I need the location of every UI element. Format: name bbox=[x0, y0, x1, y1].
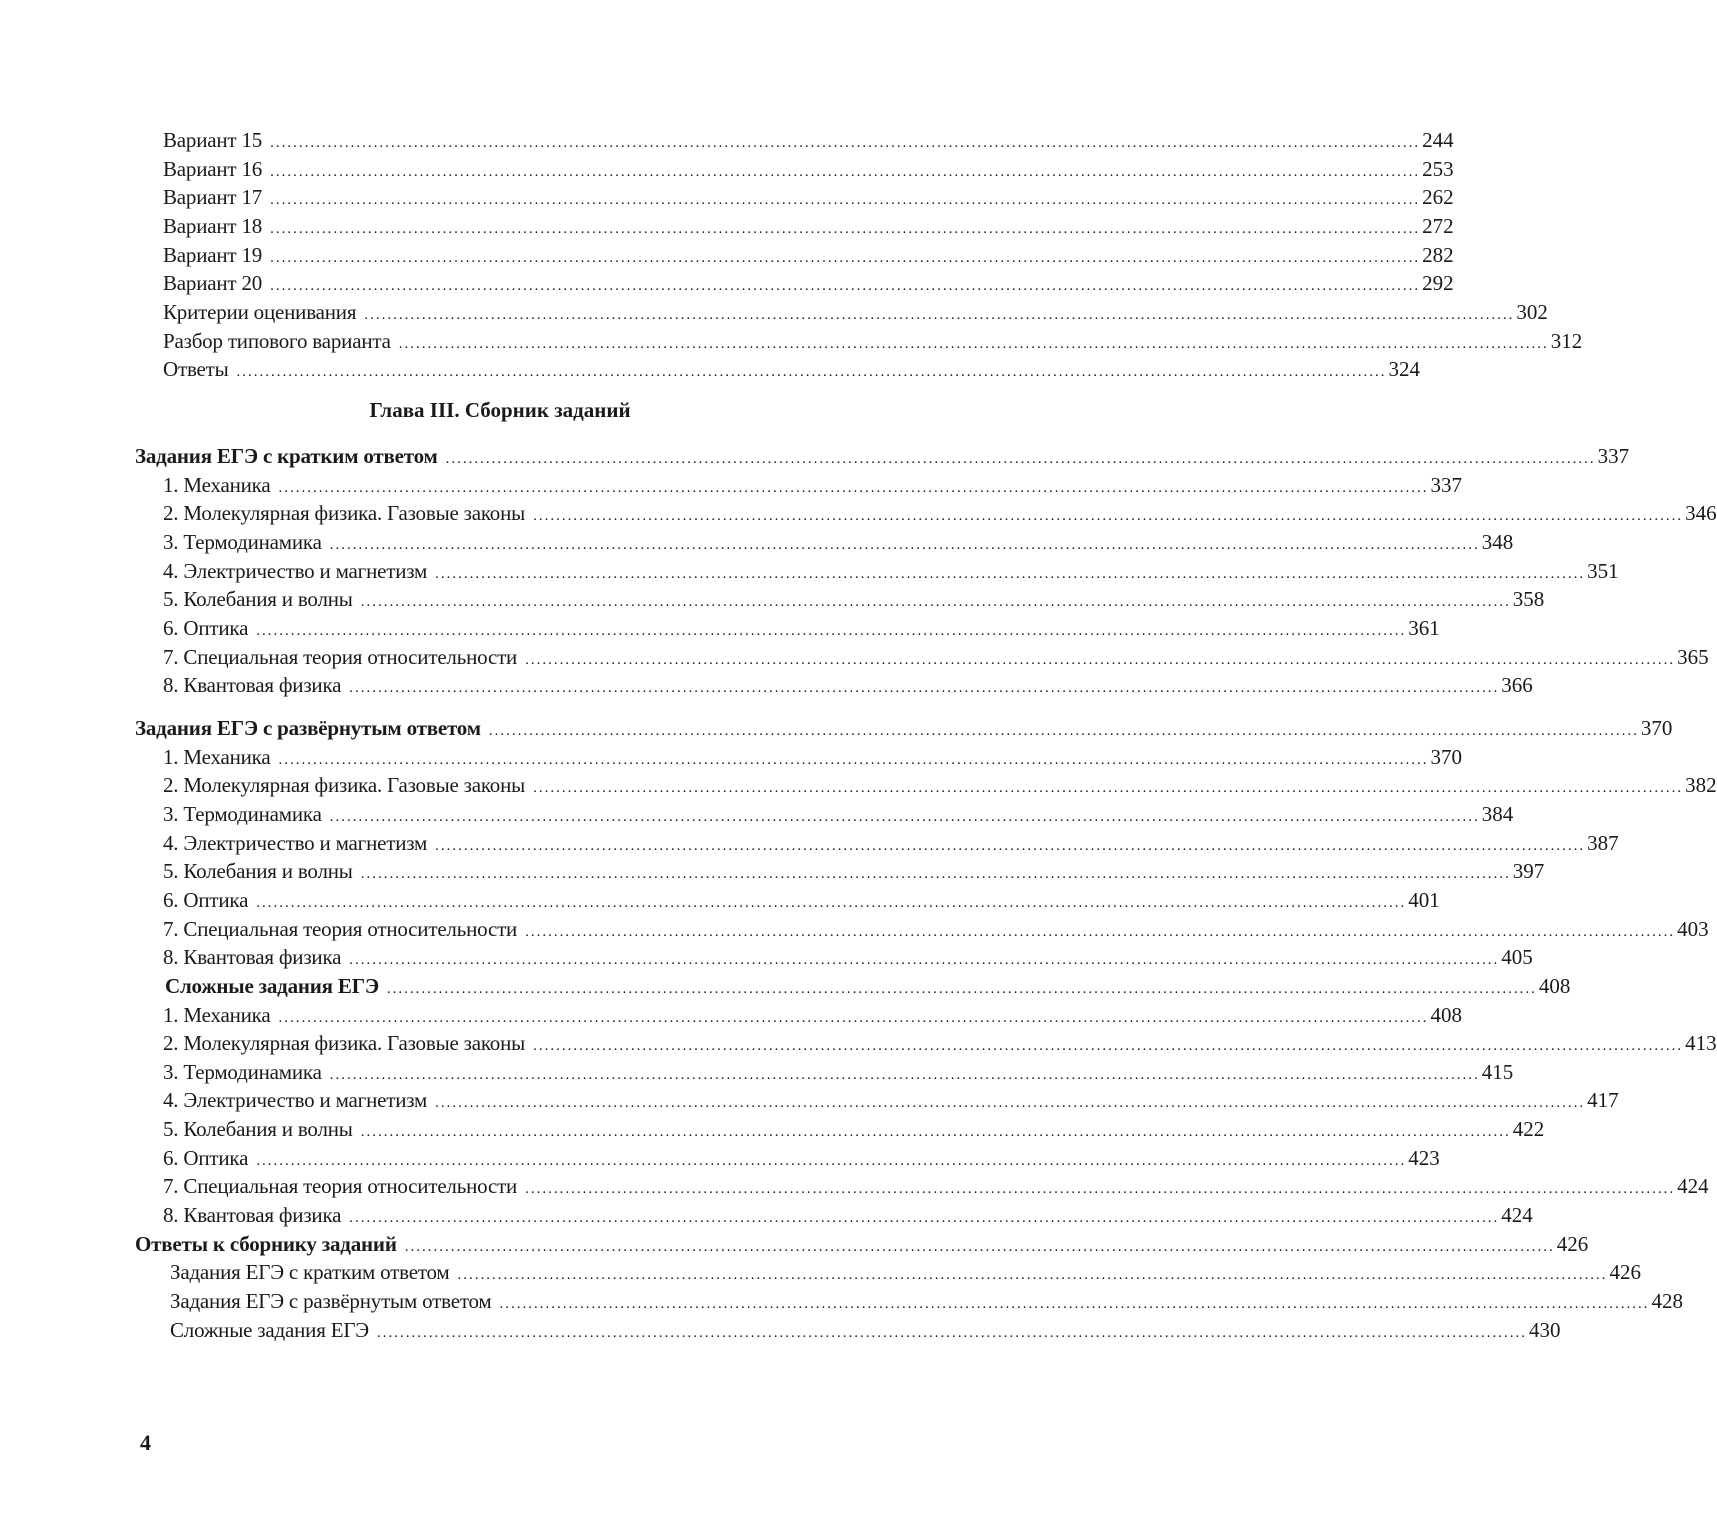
dot-leader: ........................................................................................................................................................................................................ bbox=[349, 1210, 1500, 1227]
toc-entry-label: 1. Механика bbox=[163, 472, 271, 497]
toc-entry-label: 4. Электричество и магнетизм bbox=[163, 558, 428, 583]
toc-entry-page: 348 bbox=[1481, 529, 1514, 554]
toc-entry-page: 424 bbox=[1501, 1203, 1533, 1228]
toc-entry bbox=[0, 886, 1440, 914]
toc-entry-page: 337 bbox=[1430, 472, 1462, 497]
dot-leader: ........................................................................................................................................................................................................ bbox=[349, 680, 1500, 697]
toc-entry-label: 6. Оптика bbox=[163, 615, 249, 640]
dot-leader: ........................................................................................................................................................................................................ bbox=[360, 866, 1511, 883]
toc-entry bbox=[0, 671, 1533, 699]
dot-leader: ........................................................................................................................................................................................................ bbox=[533, 508, 1684, 525]
toc-entry-label: 3. Термодинамика bbox=[163, 1059, 322, 1084]
toc-entry bbox=[0, 1029, 1717, 1057]
dot-leader: ........................................................................................................................................................................................................ bbox=[404, 1238, 1555, 1255]
toc-entry bbox=[0, 528, 1514, 556]
toc-section-entry bbox=[0, 714, 1673, 742]
toc-entry bbox=[0, 499, 1717, 527]
toc-entry-page: 387 bbox=[1587, 830, 1619, 855]
toc-entry-label: Сложные задания ЕГЭ bbox=[170, 1317, 369, 1342]
toc-entry-page: 337 bbox=[1597, 444, 1630, 468]
dot-leader: ........................................................................................................................................................................................................ bbox=[364, 306, 1515, 323]
toc-entry bbox=[0, 1115, 1545, 1143]
toc-entry bbox=[0, 241, 1454, 269]
toc-entry-page: 423 bbox=[1408, 1145, 1440, 1170]
toc-entry-label: 1. Механика bbox=[163, 744, 271, 769]
toc-entry-label: Вариант 17 bbox=[163, 185, 263, 210]
dot-leader: ........................................................................................................................................................................................................ bbox=[349, 952, 1500, 969]
toc-entry-label: Разбор типового варианта bbox=[163, 328, 391, 353]
dot-leader: ........................................................................................................................................................................................................ bbox=[270, 135, 1421, 151]
toc-entry bbox=[0, 1001, 1462, 1029]
toc-entry-label: 8. Квантовая физика bbox=[163, 673, 342, 698]
toc-entry-label: 7. Специальная теория относительности bbox=[163, 1174, 518, 1199]
toc-entry bbox=[0, 212, 1454, 240]
toc-entry bbox=[0, 771, 1717, 799]
toc-entry-page: 408 bbox=[1430, 1002, 1462, 1027]
chapter-heading: Глава III. Сборник заданий bbox=[369, 398, 631, 422]
toc-entry-label: Задания ЕГЭ с развёрнутым ответом bbox=[135, 716, 481, 740]
toc-entry-page: 253 bbox=[1422, 156, 1454, 181]
toc-entry-page: 422 bbox=[1512, 1117, 1545, 1142]
dot-leader: ........................................................................................................................................................................................................ bbox=[445, 451, 1596, 467]
toc-entry-page: 401 bbox=[1408, 887, 1440, 912]
toc-entry-page: 365 bbox=[1677, 644, 1709, 669]
toc-entry-page: 417 bbox=[1587, 1088, 1619, 1113]
toc-entry bbox=[0, 126, 1454, 154]
toc-entry bbox=[0, 943, 1533, 971]
dot-leader: ........................................................................................................................................................................................................ bbox=[256, 1152, 1407, 1169]
toc-entry-label: Критерии оценивания bbox=[163, 299, 357, 324]
toc-entry-page: 312 bbox=[1550, 328, 1583, 353]
toc-section-entry bbox=[0, 1230, 1589, 1258]
toc-entry-label: 5. Колебания и волны bbox=[163, 587, 353, 612]
dot-leader: ........................................................................................................................................................................................................ bbox=[278, 479, 1429, 496]
toc-entry-page: 408 bbox=[1538, 973, 1571, 998]
dot-leader: ........................................................................................................................................................................................................ bbox=[270, 192, 1421, 209]
toc-entry-page: 358 bbox=[1512, 587, 1545, 612]
toc-entry-label: 4. Электричество и магнетизм bbox=[163, 1088, 428, 1113]
toc-entry-label: Ответы bbox=[163, 357, 229, 382]
toc-entry-label: 6. Оптика bbox=[163, 887, 249, 912]
toc-entry-page: 397 bbox=[1512, 859, 1545, 884]
dot-leader: ........................................................................................................................................................................................................ bbox=[525, 1181, 1676, 1198]
toc-entry-page: 370 bbox=[1430, 744, 1462, 769]
toc-entry-label: Ответы к сборнику заданий bbox=[135, 1231, 397, 1256]
toc-entry-label: Вариант 16 bbox=[163, 156, 263, 181]
toc-entry-label: Задания ЕГЭ с развёрнутым ответом bbox=[170, 1289, 492, 1313]
toc-entry-page: 302 bbox=[1516, 299, 1548, 324]
toc-entry bbox=[0, 1086, 1619, 1114]
toc-entry-label: 8. Квантовая физика bbox=[163, 1203, 342, 1228]
dot-leader: ........................................................................................................................................................................................................ bbox=[329, 536, 1480, 553]
dot-leader: ........................................................................................................................................................................................................ bbox=[360, 1124, 1511, 1141]
dot-leader: ........................................................................................................................................................................................................ bbox=[270, 163, 1421, 180]
page-number: 4 bbox=[140, 1430, 151, 1455]
dot-leader: ........................................................................................................................................................................................................ bbox=[329, 1066, 1480, 1083]
toc-entry bbox=[0, 1316, 1561, 1344]
toc-entry-label: Задания ЕГЭ с кратким ответом bbox=[170, 1260, 450, 1285]
toc-entry-page: 428 bbox=[1651, 1289, 1684, 1313]
toc-entry-label: 4. Электричество и магнетизм bbox=[163, 830, 428, 855]
toc-entry-label: Задания ЕГЭ с кратким ответом bbox=[135, 444, 438, 468]
toc-entry-label: 2. Молекулярная физика. Газовые законы bbox=[163, 1031, 526, 1056]
toc-entry-label: 8. Квантовая физика bbox=[163, 945, 342, 970]
dot-leader: ........................................................................................................................................................................................................ bbox=[360, 594, 1511, 611]
toc-entry bbox=[0, 1058, 1514, 1086]
toc-entry bbox=[0, 1201, 1533, 1229]
toc-entry-label: Вариант 20 bbox=[163, 271, 263, 296]
dot-leader: ........................................................................................................................................................................................................ bbox=[435, 837, 1586, 854]
toc-entry-label: 3. Термодинамика bbox=[163, 801, 322, 826]
dot-leader: ........................................................................................................................................................................................................ bbox=[525, 651, 1676, 668]
toc-entry-page: 292 bbox=[1422, 271, 1454, 296]
toc-entry bbox=[0, 355, 1421, 383]
toc-entry-page: 403 bbox=[1677, 916, 1709, 941]
toc-entry bbox=[0, 269, 1454, 297]
toc-entry-page: 413 bbox=[1685, 1031, 1717, 1056]
toc-entry-label: 2. Молекулярная физика. Газовые законы bbox=[163, 501, 526, 526]
toc-entry-label: 5. Колебания и волны bbox=[163, 859, 353, 884]
toc-entry-page: 272 bbox=[1422, 213, 1454, 238]
toc-entry-label: 2. Молекулярная физика. Газовые законы bbox=[163, 773, 526, 798]
toc-section-entry bbox=[0, 442, 1630, 470]
dot-leader: ........................................................................................................................................................................................................ bbox=[457, 1267, 1608, 1284]
dot-leader: ........................................................................................................................................................................................................ bbox=[533, 1038, 1684, 1055]
dot-leader: ........................................................................................................................................................................................................ bbox=[488, 723, 1639, 739]
toc-entry-label: Вариант 15 bbox=[163, 128, 263, 152]
toc-entry-page: 426 bbox=[1556, 1231, 1589, 1256]
toc-entry-label: Сложные задания ЕГЭ bbox=[165, 973, 379, 998]
toc-entry-label: 3. Термодинамика bbox=[163, 529, 322, 554]
dot-leader: ........................................................................................................................................................................................................ bbox=[398, 335, 1549, 352]
toc-entry-page: 405 bbox=[1501, 945, 1533, 970]
toc-entry bbox=[0, 557, 1619, 585]
toc-entry-page: 426 bbox=[1609, 1260, 1642, 1285]
toc-entry-page: 346 bbox=[1685, 501, 1717, 526]
toc-entry-page: 244 bbox=[1422, 128, 1454, 152]
dot-leader: ........................................................................................................................................................................................................ bbox=[270, 249, 1421, 266]
toc-entry bbox=[0, 183, 1454, 211]
toc-entry-label: 1. Механика bbox=[163, 1002, 271, 1027]
dot-leader: ........................................................................................................................................................................................................ bbox=[525, 923, 1676, 940]
dot-leader: ........................................................................................................................................................................................................ bbox=[435, 1095, 1586, 1112]
toc-entry bbox=[0, 298, 1548, 326]
toc-entry bbox=[0, 1172, 1709, 1200]
toc-entry-page: 382 bbox=[1685, 773, 1717, 798]
toc-entry-label: Вариант 18 bbox=[163, 213, 263, 238]
toc-entry-label: 7. Специальная теория относительности bbox=[163, 916, 518, 941]
toc-entry bbox=[0, 829, 1619, 857]
toc-entry-page: 384 bbox=[1481, 801, 1514, 826]
toc-entry bbox=[0, 471, 1462, 499]
dot-leader: ........................................................................................................................................................................................................ bbox=[435, 565, 1586, 582]
toc-entry-page: 361 bbox=[1408, 615, 1440, 640]
toc-entry bbox=[0, 800, 1514, 828]
toc-entry bbox=[0, 585, 1545, 613]
toc-entry-page: 424 bbox=[1677, 1174, 1709, 1199]
toc-entry bbox=[0, 614, 1440, 642]
dot-leader: ........................................................................................................................................................................................................ bbox=[278, 751, 1429, 768]
toc-entry-page: 415 bbox=[1481, 1059, 1514, 1084]
toc-entry-page: 366 bbox=[1501, 673, 1533, 698]
toc-entry bbox=[0, 1287, 1684, 1315]
dot-leader: ........................................................................................................................................................................................................ bbox=[329, 808, 1480, 825]
dot-leader: ........................................................................................................................................................................................................ bbox=[499, 1296, 1650, 1312]
toc-entry bbox=[0, 915, 1709, 943]
toc-entry-label: 6. Оптика bbox=[163, 1145, 249, 1170]
dot-leader: ........................................................................................................................................................................................................ bbox=[236, 364, 1387, 381]
toc-entry bbox=[0, 643, 1709, 671]
toc-entry-label: Вариант 19 bbox=[163, 242, 263, 267]
toc-section-entry bbox=[0, 972, 1571, 1000]
toc-entry-page: 324 bbox=[1388, 357, 1421, 382]
toc-entry-label: 7. Специальная теория относительности bbox=[163, 644, 518, 669]
toc-entry-page: 430 bbox=[1528, 1317, 1561, 1342]
dot-leader: ........................................................................................................................................................................................................ bbox=[386, 980, 1537, 997]
dot-leader: ........................................................................................................................................................................................................ bbox=[256, 622, 1407, 639]
toc-entry bbox=[0, 1144, 1440, 1172]
toc-entry bbox=[0, 155, 1454, 183]
toc-entry-page: 370 bbox=[1640, 716, 1673, 740]
dot-leader: ........................................................................................................................................................................................................ bbox=[533, 780, 1684, 797]
toc-entry bbox=[0, 1258, 1642, 1286]
toc-entry-page: 262 bbox=[1422, 185, 1454, 210]
dot-leader: ........................................................................................................................................................................................................ bbox=[270, 220, 1421, 237]
toc-entry-page: 282 bbox=[1422, 242, 1454, 267]
dot-leader: ........................................................................................................................................................................................................ bbox=[270, 278, 1421, 295]
toc-entry bbox=[0, 327, 1583, 355]
dot-leader: ........................................................................................................................................................................................................ bbox=[256, 894, 1407, 911]
toc-entry-label: 5. Колебания и волны bbox=[163, 1117, 353, 1142]
toc-entry bbox=[0, 857, 1545, 885]
toc-entry-page: 351 bbox=[1587, 558, 1619, 583]
dot-leader: ........................................................................................................................................................................................................ bbox=[278, 1009, 1429, 1026]
toc-entry bbox=[0, 743, 1462, 771]
dot-leader: ........................................................................................................................................................................................................ bbox=[376, 1324, 1527, 1341]
